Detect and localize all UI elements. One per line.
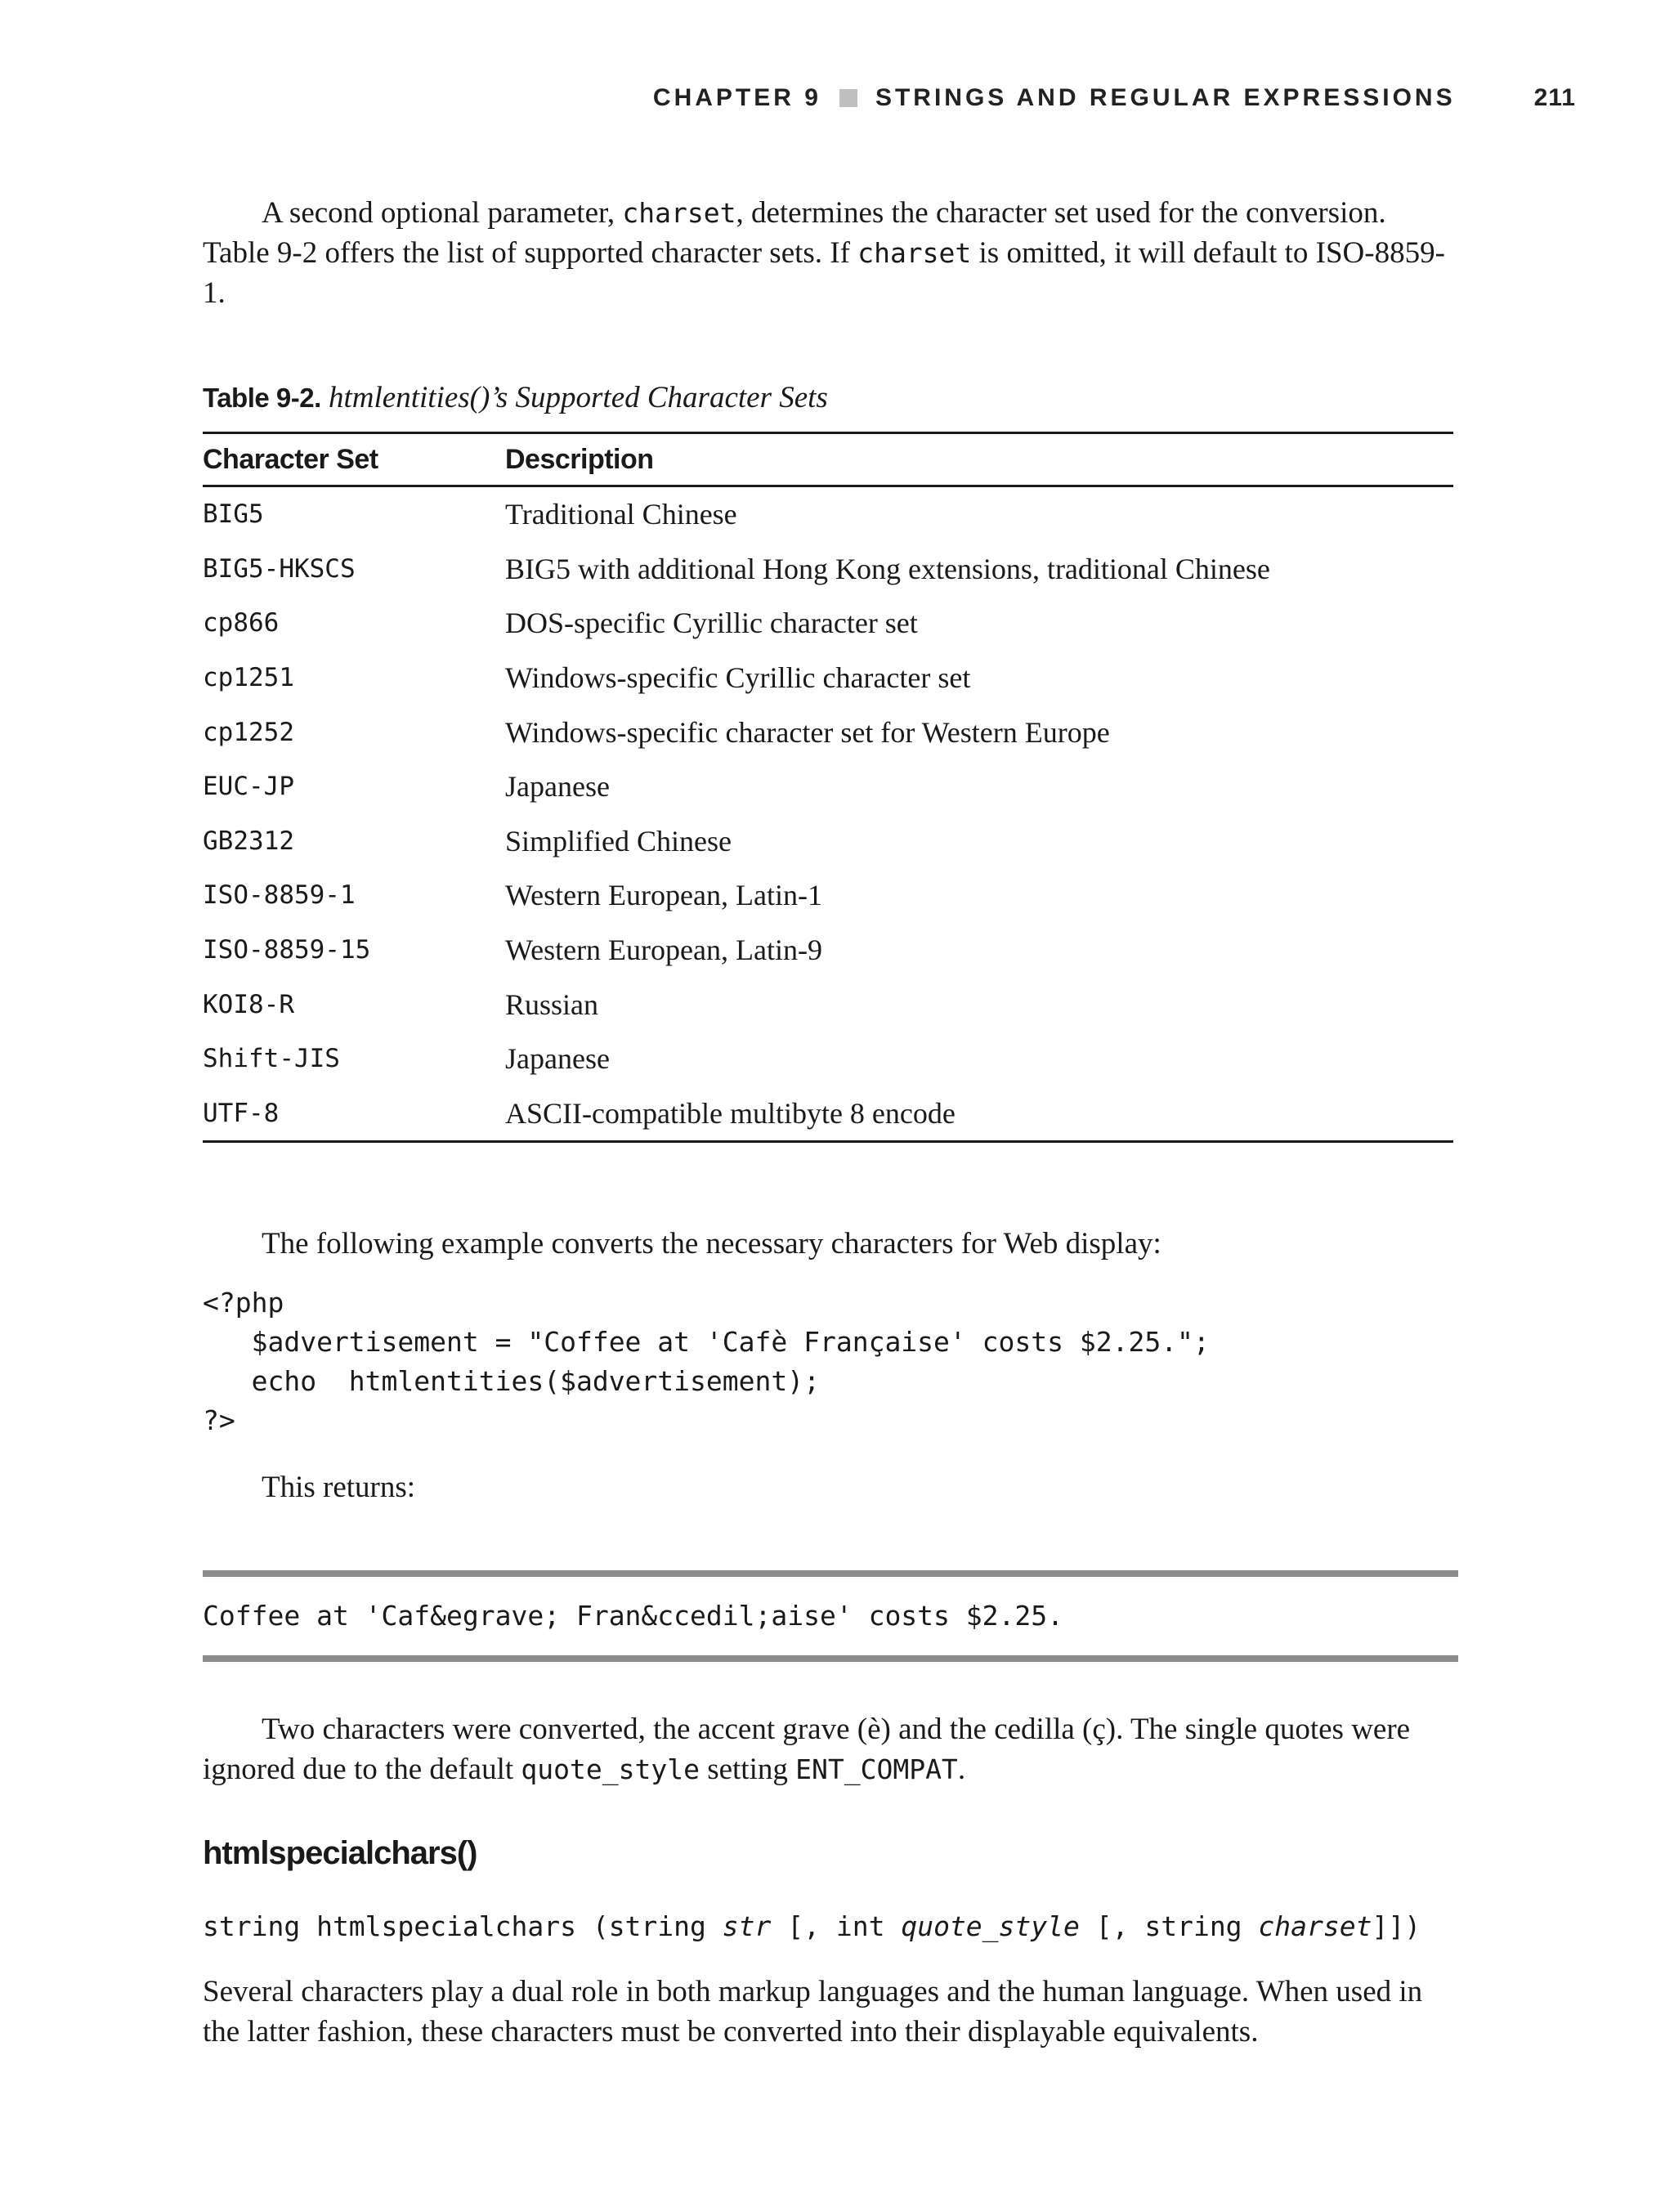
description-cell: Windows-specific character set for Western Europe bbox=[505, 715, 1110, 749]
charset-cell: cp1252 bbox=[203, 717, 294, 747]
table-body bbox=[203, 487, 1453, 1140]
example-intro-text: The following example converts the necessary characters for Web display: bbox=[262, 1227, 1162, 1260]
page-number: 211 bbox=[1533, 84, 1576, 111]
explanation-code-ent-compat: ENT_COMPAT bbox=[795, 1753, 958, 1785]
code-line: <?php bbox=[203, 1287, 284, 1319]
table-row bbox=[203, 542, 1453, 597]
charset-cell: cp866 bbox=[203, 608, 280, 638]
table-caption-label: Table 9-2. bbox=[203, 383, 321, 413]
description-cell: Western European, Latin-1 bbox=[505, 879, 822, 912]
table-caption bbox=[203, 378, 828, 418]
signature-part: string htmlspecialchars (string bbox=[203, 1910, 723, 1942]
charset-cell: ISO-8859-15 bbox=[203, 935, 371, 965]
running-head bbox=[653, 82, 1576, 114]
code-line: $advertisement = "Coffee at 'Cafè Française' costs $2.25."; bbox=[203, 1326, 1210, 1358]
output-top-bar bbox=[203, 1570, 1458, 1577]
signature-param-str: str bbox=[722, 1910, 772, 1942]
table-header-charset: Character Set bbox=[203, 443, 378, 475]
example-intro bbox=[203, 1224, 1457, 1264]
description-cell: Windows-specific Cyrillic character set bbox=[505, 661, 971, 695]
intro-text-2: , determines the character set used for the conversion. Table 9-2 offers the list of supported character sets. If bbox=[203, 196, 1386, 270]
intro-code-charset: charset bbox=[622, 197, 736, 229]
explanation-text-2: setting bbox=[699, 1753, 796, 1786]
charset-cell: KOI8-R bbox=[203, 989, 294, 1019]
code-line: ?> bbox=[203, 1404, 235, 1436]
table-row bbox=[203, 705, 1453, 759]
signature-part: [, int bbox=[771, 1910, 902, 1942]
explanation-paragraph bbox=[203, 1709, 1457, 1789]
charset-cell: UTF-8 bbox=[203, 1098, 280, 1128]
description-cell: BIG5 with additional Hong Kong extensions, traditional Chinese bbox=[505, 552, 1270, 585]
table-row bbox=[203, 923, 1453, 978]
table-row bbox=[203, 651, 1453, 705]
description-cell: Traditional Chinese bbox=[505, 498, 737, 531]
returns-paragraph bbox=[203, 1467, 1457, 1507]
explanation-text-1: Two characters were converted, the accent grave (è) and the cedilla (ç). The single quotes were ignored due to the default bbox=[203, 1713, 1411, 1786]
charset-cell: EUC-JP bbox=[203, 772, 294, 802]
charset-cell: ISO-8859-1 bbox=[203, 880, 356, 911]
intro-paragraph bbox=[203, 193, 1457, 313]
explanation-code-quote-style: quote_style bbox=[521, 1753, 700, 1785]
description-cell: Japanese bbox=[505, 1042, 610, 1076]
intro-text-1: A second optional parameter, bbox=[262, 196, 623, 230]
charset-table bbox=[203, 432, 1453, 1143]
signature-param-quote-style: quote_style bbox=[901, 1910, 1080, 1942]
table-row bbox=[203, 1086, 1453, 1141]
output-text: Coffee at 'Caf&egrave; Fran&ccedil;aise' costs $2.25. bbox=[203, 1600, 1063, 1632]
section-body-text: Several characters play a dual role in both markup languages and the human language. When used in the latter fashion, these characters must be converted into their displayable equivalents. bbox=[203, 1975, 1423, 2049]
section-heading: htmlspecialchars() bbox=[203, 1835, 477, 1871]
description-cell: Western European, Latin-9 bbox=[505, 934, 822, 967]
description-cell: Russian bbox=[505, 987, 599, 1021]
intro-code-charset-2: charset bbox=[857, 237, 972, 269]
intro-text-3: is omitted, it will default to ISO-8859-1. bbox=[203, 236, 1445, 310]
charset-cell: BIG5-HKSCS bbox=[203, 553, 356, 584]
output-bottom-bar bbox=[203, 1655, 1458, 1662]
signature-param-charset: charset bbox=[1258, 1910, 1372, 1942]
chapter-title: STRINGS AND REGULAR EXPRESSIONS bbox=[875, 84, 1456, 111]
table-row bbox=[203, 759, 1453, 814]
table-row bbox=[203, 977, 1453, 1032]
signature-part: [, string bbox=[1079, 1910, 1259, 1942]
charset-cell: BIG5 bbox=[203, 499, 264, 530]
output-box bbox=[203, 1570, 1458, 1662]
table-bottom-rule bbox=[203, 1140, 1453, 1143]
code-line: echo htmlentities($advertisement); bbox=[203, 1365, 820, 1397]
code-example bbox=[203, 1283, 1210, 1440]
description-cell: Simplified Chinese bbox=[505, 824, 732, 857]
description-cell: ASCII-compatible multibyte 8 encode bbox=[505, 1096, 956, 1130]
chapter-label: CHAPTER 9 bbox=[652, 84, 821, 111]
charset-cell: Shift-JIS bbox=[203, 1044, 340, 1074]
table-row bbox=[203, 868, 1453, 923]
table-row bbox=[203, 596, 1453, 651]
returns-label: This returns: bbox=[262, 1471, 416, 1504]
charset-cell: GB2312 bbox=[203, 826, 294, 856]
table-row bbox=[203, 487, 1453, 542]
explanation-text-3: . bbox=[957, 1753, 966, 1786]
table-caption-title: htmlentities()’s Supported Character Sets bbox=[329, 381, 828, 414]
section-body-paragraph bbox=[203, 1972, 1457, 2052]
description-cell: DOS-specific Cyrillic character set bbox=[505, 607, 918, 640]
table-header-row bbox=[203, 434, 1453, 485]
table-row bbox=[203, 1032, 1453, 1086]
table-header-description: Description bbox=[505, 443, 654, 475]
table-row bbox=[203, 814, 1453, 869]
description-cell: Japanese bbox=[505, 770, 610, 804]
function-signature bbox=[203, 1907, 1421, 1946]
square-separator-icon bbox=[839, 89, 857, 107]
charset-cell: cp1251 bbox=[203, 663, 294, 693]
signature-part: ]]) bbox=[1372, 1910, 1421, 1942]
